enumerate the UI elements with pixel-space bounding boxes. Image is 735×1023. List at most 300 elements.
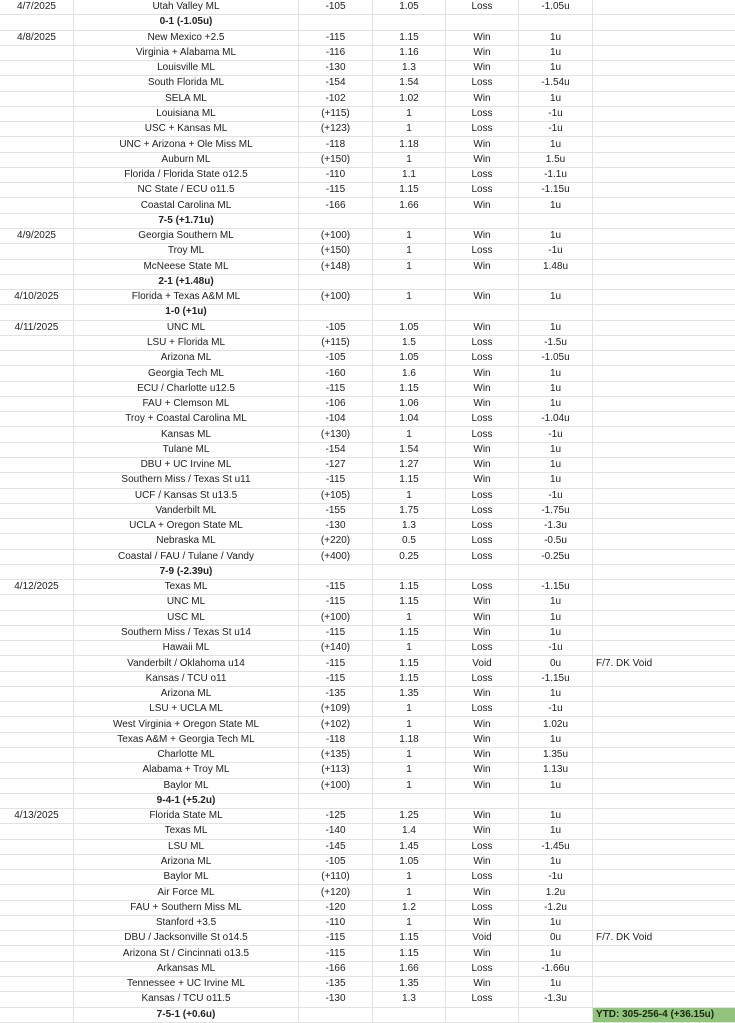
units-cell[interactable]: 1u [519, 809, 593, 823]
result-cell[interactable]: Win [446, 382, 519, 396]
date-cell[interactable] [0, 870, 74, 884]
odds-cell[interactable]: -127 [299, 458, 373, 472]
odds-cell[interactable]: (+115) [299, 107, 373, 121]
risk-cell[interactable]: 1.4 [373, 824, 446, 838]
note-cell[interactable] [593, 809, 735, 823]
risk-cell[interactable]: 1.02 [373, 92, 446, 106]
odds-cell[interactable] [299, 15, 373, 29]
odds-cell[interactable]: -115 [299, 672, 373, 686]
result-cell[interactable]: Win [446, 473, 519, 487]
units-cell[interactable] [519, 15, 593, 29]
note-cell[interactable] [593, 840, 735, 854]
risk-cell[interactable]: 0.25 [373, 550, 446, 564]
risk-cell[interactable]: 1.18 [373, 137, 446, 151]
result-cell[interactable]: Win [446, 229, 519, 243]
date-cell[interactable] [0, 565, 74, 579]
odds-cell[interactable]: -154 [299, 443, 373, 457]
units-cell[interactable]: 1u [519, 946, 593, 960]
note-cell[interactable] [593, 550, 735, 564]
risk-cell[interactable]: 1.25 [373, 809, 446, 823]
risk-cell[interactable] [373, 1008, 446, 1022]
date-cell[interactable] [0, 748, 74, 762]
risk-cell[interactable]: 1.15 [373, 595, 446, 609]
odds-cell[interactable]: -115 [299, 473, 373, 487]
odds-cell[interactable]: (+135) [299, 748, 373, 762]
bet-cell[interactable]: Tennessee + UC Irvine ML [74, 977, 299, 991]
note-cell[interactable] [593, 229, 735, 243]
ytd-total-cell[interactable]: YTD: 305-256-4 (+36.15u) [593, 1008, 735, 1022]
date-cell[interactable] [0, 901, 74, 915]
result-cell[interactable]: Win [446, 46, 519, 60]
result-cell[interactable] [446, 275, 519, 289]
risk-cell[interactable]: 1.5 [373, 336, 446, 350]
risk-cell[interactable]: 1.66 [373, 962, 446, 976]
record-summary-cell[interactable]: 2-1 (+1.48u) [74, 275, 299, 289]
units-cell[interactable]: -1u [519, 489, 593, 503]
bet-cell[interactable]: South Florida ML [74, 76, 299, 90]
note-cell[interactable] [593, 672, 735, 686]
odds-cell[interactable]: -115 [299, 931, 373, 945]
result-cell[interactable]: Win [446, 748, 519, 762]
units-cell[interactable]: 1u [519, 31, 593, 45]
bet-cell[interactable]: USC + Kansas ML [74, 122, 299, 136]
result-cell[interactable]: Void [446, 931, 519, 945]
bet-cell[interactable]: Tulane ML [74, 443, 299, 457]
note-cell[interactable] [593, 76, 735, 90]
bet-cell[interactable]: ECU / Charlotte u12.5 [74, 382, 299, 396]
odds-cell[interactable]: -115 [299, 595, 373, 609]
risk-cell[interactable]: 1 [373, 916, 446, 930]
note-cell[interactable] [593, 763, 735, 777]
bet-cell[interactable]: Texas ML [74, 580, 299, 594]
bet-cell[interactable]: Kansas / TCU o11.5 [74, 992, 299, 1006]
risk-cell[interactable]: 1 [373, 489, 446, 503]
risk-cell[interactable]: 1.16 [373, 46, 446, 60]
units-cell[interactable]: -1.3u [519, 992, 593, 1006]
note-cell[interactable] [593, 290, 735, 304]
date-cell[interactable] [0, 611, 74, 625]
units-cell[interactable]: -1u [519, 641, 593, 655]
units-cell[interactable] [519, 275, 593, 289]
bet-cell[interactable]: Texas ML [74, 824, 299, 838]
date-cell[interactable] [0, 916, 74, 930]
risk-cell[interactable]: 1.35 [373, 687, 446, 701]
bet-cell[interactable]: USC ML [74, 611, 299, 625]
risk-cell[interactable]: 1.54 [373, 76, 446, 90]
note-cell[interactable] [593, 962, 735, 976]
result-cell[interactable]: Loss [446, 534, 519, 548]
bet-cell[interactable]: Arizona ML [74, 855, 299, 869]
units-cell[interactable]: 1u [519, 397, 593, 411]
odds-cell[interactable]: -130 [299, 61, 373, 75]
odds-cell[interactable]: -154 [299, 76, 373, 90]
units-cell[interactable]: 1u [519, 92, 593, 106]
bet-cell[interactable]: Air Force ML [74, 885, 299, 899]
odds-cell[interactable]: (+150) [299, 153, 373, 167]
date-cell[interactable] [0, 794, 74, 808]
note-cell[interactable] [593, 916, 735, 930]
date-cell[interactable] [0, 305, 74, 319]
odds-cell[interactable]: -105 [299, 321, 373, 335]
bet-cell[interactable]: Arkansas ML [74, 962, 299, 976]
result-cell[interactable]: Loss [446, 580, 519, 594]
units-cell[interactable]: 1u [519, 687, 593, 701]
risk-cell[interactable]: 1.18 [373, 733, 446, 747]
date-cell[interactable] [0, 885, 74, 899]
note-cell[interactable] [593, 824, 735, 838]
date-cell[interactable] [0, 61, 74, 75]
risk-cell[interactable]: 1.15 [373, 946, 446, 960]
date-cell[interactable] [0, 458, 74, 472]
risk-cell[interactable]: 1.3 [373, 992, 446, 1006]
risk-cell[interactable]: 1 [373, 107, 446, 121]
risk-cell[interactable]: 1.35 [373, 977, 446, 991]
odds-cell[interactable]: (+110) [299, 870, 373, 884]
note-cell[interactable] [593, 275, 735, 289]
risk-cell[interactable]: 1.2 [373, 901, 446, 915]
bet-cell[interactable]: Florida / Florida State o12.5 [74, 168, 299, 182]
date-cell[interactable] [0, 351, 74, 365]
units-cell[interactable]: 1u [519, 824, 593, 838]
note-cell[interactable] [593, 46, 735, 60]
note-cell[interactable] [593, 183, 735, 197]
note-cell[interactable] [593, 992, 735, 1006]
date-cell[interactable] [0, 198, 74, 212]
note-cell[interactable] [593, 15, 735, 29]
odds-cell[interactable]: -155 [299, 504, 373, 518]
note-cell[interactable] [593, 702, 735, 716]
note-cell[interactable] [593, 397, 735, 411]
note-cell[interactable] [593, 351, 735, 365]
note-cell[interactable] [593, 733, 735, 747]
units-cell[interactable]: 1u [519, 137, 593, 151]
units-cell[interactable]: -1u [519, 702, 593, 716]
risk-cell[interactable]: 1 [373, 885, 446, 899]
odds-cell[interactable]: (+109) [299, 702, 373, 716]
units-cell[interactable]: 1.35u [519, 748, 593, 762]
odds-cell[interactable]: -118 [299, 733, 373, 747]
result-cell[interactable]: Loss [446, 427, 519, 441]
bet-cell[interactable]: Georgia Tech ML [74, 366, 299, 380]
risk-cell[interactable]: 1.15 [373, 31, 446, 45]
bet-cell[interactable]: Alabama + Troy ML [74, 763, 299, 777]
bet-cell[interactable]: Louisiana ML [74, 107, 299, 121]
note-cell[interactable] [593, 336, 735, 350]
date-cell[interactable] [0, 107, 74, 121]
units-cell[interactable] [519, 214, 593, 228]
risk-cell[interactable]: 1.06 [373, 397, 446, 411]
result-cell[interactable] [446, 565, 519, 579]
risk-cell[interactable]: 1 [373, 611, 446, 625]
result-cell[interactable] [446, 15, 519, 29]
bet-cell[interactable]: UNC + Arizona + Ole Miss ML [74, 137, 299, 151]
bet-cell[interactable]: Arizona ML [74, 687, 299, 701]
result-cell[interactable]: Loss [446, 76, 519, 90]
date-cell[interactable] [0, 214, 74, 228]
note-cell[interactable] [593, 321, 735, 335]
odds-cell[interactable]: (+220) [299, 534, 373, 548]
risk-cell[interactable]: 1.75 [373, 504, 446, 518]
note-cell[interactable] [593, 168, 735, 182]
bet-cell[interactable]: Florida State ML [74, 809, 299, 823]
date-cell[interactable] [0, 656, 74, 670]
note-cell[interactable] [593, 458, 735, 472]
bet-cell[interactable]: Hawaii ML [74, 641, 299, 655]
note-cell[interactable] [593, 977, 735, 991]
odds-cell[interactable]: -115 [299, 580, 373, 594]
units-cell[interactable]: -1.04u [519, 412, 593, 426]
risk-cell[interactable]: 1.05 [373, 321, 446, 335]
units-cell[interactable]: 1u [519, 458, 593, 472]
date-cell[interactable] [0, 15, 74, 29]
result-cell[interactable]: Loss [446, 519, 519, 533]
units-cell[interactable]: -1u [519, 427, 593, 441]
risk-cell[interactable]: 1.45 [373, 840, 446, 854]
units-cell[interactable]: -0.5u [519, 534, 593, 548]
risk-cell[interactable]: 1 [373, 427, 446, 441]
date-cell[interactable] [0, 672, 74, 686]
note-cell[interactable] [593, 107, 735, 121]
units-cell[interactable]: 1u [519, 382, 593, 396]
date-cell[interactable] [0, 962, 74, 976]
odds-cell[interactable]: (+105) [299, 489, 373, 503]
result-cell[interactable]: Loss [446, 962, 519, 976]
note-cell[interactable] [593, 870, 735, 884]
risk-cell[interactable]: 1.15 [373, 473, 446, 487]
result-cell[interactable]: Loss [446, 0, 519, 14]
result-cell[interactable]: Win [446, 763, 519, 777]
date-cell[interactable] [0, 992, 74, 1006]
odds-cell[interactable]: -110 [299, 916, 373, 930]
result-cell[interactable]: Win [446, 260, 519, 274]
units-cell[interactable]: -1u [519, 107, 593, 121]
note-cell[interactable] [593, 31, 735, 45]
odds-cell[interactable]: -105 [299, 351, 373, 365]
bet-cell[interactable]: Texas A&M + Georgia Tech ML [74, 733, 299, 747]
odds-cell[interactable]: (+102) [299, 717, 373, 731]
units-cell[interactable]: -1.3u [519, 519, 593, 533]
date-cell[interactable] [0, 489, 74, 503]
odds-cell[interactable]: (+123) [299, 122, 373, 136]
bet-cell[interactable]: Auburn ML [74, 153, 299, 167]
date-cell[interactable] [0, 397, 74, 411]
odds-cell[interactable]: -110 [299, 168, 373, 182]
risk-cell[interactable]: 1 [373, 748, 446, 762]
units-cell[interactable]: 1u [519, 733, 593, 747]
result-cell[interactable]: Loss [446, 122, 519, 136]
result-cell[interactable]: Win [446, 687, 519, 701]
units-cell[interactable]: 1u [519, 626, 593, 640]
date-cell[interactable] [0, 626, 74, 640]
date-cell[interactable] [0, 382, 74, 396]
note-cell[interactable] [593, 427, 735, 441]
bet-cell[interactable]: FAU + Southern Miss ML [74, 901, 299, 915]
result-cell[interactable]: Win [446, 977, 519, 991]
result-cell[interactable]: Win [446, 153, 519, 167]
units-cell[interactable] [519, 565, 593, 579]
result-cell[interactable]: Win [446, 321, 519, 335]
date-cell[interactable] [0, 855, 74, 869]
date-cell[interactable] [0, 336, 74, 350]
note-cell[interactable]: F/7. DK Void [596, 657, 653, 669]
risk-cell[interactable]: 1.6 [373, 366, 446, 380]
units-cell[interactable]: -1.1u [519, 168, 593, 182]
units-cell[interactable]: 1u [519, 611, 593, 625]
bet-cell[interactable]: West Virginia + Oregon State ML [74, 717, 299, 731]
units-cell[interactable]: 1u [519, 595, 593, 609]
result-cell[interactable]: Win [446, 290, 519, 304]
units-cell[interactable] [519, 305, 593, 319]
bet-cell[interactable]: DBU + UC Irvine ML [74, 458, 299, 472]
note-cell[interactable] [593, 198, 735, 212]
bet-cell[interactable]: LSU ML [74, 840, 299, 854]
units-cell[interactable] [519, 1008, 593, 1022]
odds-cell[interactable]: (+150) [299, 244, 373, 258]
odds-cell[interactable]: -130 [299, 992, 373, 1006]
note-cell[interactable] [593, 489, 735, 503]
units-cell[interactable]: -1.15u [519, 183, 593, 197]
risk-cell[interactable]: 1.15 [373, 183, 446, 197]
note-cell[interactable] [593, 595, 735, 609]
note-cell[interactable] [593, 855, 735, 869]
odds-cell[interactable]: -118 [299, 137, 373, 151]
record-summary-cell[interactable]: 7-5-1 (+0.6u) [74, 1008, 299, 1022]
risk-cell[interactable]: 1.54 [373, 443, 446, 457]
risk-cell[interactable]: 1 [373, 870, 446, 884]
risk-cell[interactable]: 1.3 [373, 519, 446, 533]
note-cell[interactable] [593, 244, 735, 258]
record-summary-cell[interactable]: 0-1 (-1.05u) [74, 15, 299, 29]
risk-cell[interactable] [373, 794, 446, 808]
date-cell[interactable] [0, 824, 74, 838]
bet-cell[interactable]: UCF / Kansas St u13.5 [74, 489, 299, 503]
units-cell[interactable]: 1u [519, 779, 593, 793]
risk-cell[interactable]: 1.15 [373, 656, 446, 670]
bet-cell[interactable]: Arizona St / Cincinnati o13.5 [74, 946, 299, 960]
risk-cell[interactable]: 1.66 [373, 198, 446, 212]
units-cell[interactable]: 1u [519, 321, 593, 335]
bet-cell[interactable]: UNC ML [74, 595, 299, 609]
result-cell[interactable]: Win [446, 855, 519, 869]
bet-cell[interactable]: UCLA + Oregon State ML [74, 519, 299, 533]
risk-cell[interactable]: 1 [373, 153, 446, 167]
units-cell[interactable]: 1.13u [519, 763, 593, 777]
odds-cell[interactable]: -115 [299, 382, 373, 396]
note-cell[interactable] [593, 92, 735, 106]
odds-cell[interactable]: (+100) [299, 779, 373, 793]
units-cell[interactable]: -1.05u [519, 0, 593, 14]
risk-cell[interactable]: 1.15 [373, 626, 446, 640]
units-cell[interactable]: 1u [519, 473, 593, 487]
units-cell[interactable] [519, 794, 593, 808]
odds-cell[interactable]: -130 [299, 519, 373, 533]
odds-cell[interactable]: -140 [299, 824, 373, 838]
bet-cell[interactable]: Kansas / TCU o11 [74, 672, 299, 686]
bet-cell[interactable]: Coastal Carolina ML [74, 198, 299, 212]
odds-cell[interactable]: -160 [299, 366, 373, 380]
date-cell[interactable] [0, 168, 74, 182]
date-cell[interactable] [0, 137, 74, 151]
result-cell[interactable]: Loss [446, 351, 519, 365]
risk-cell[interactable]: 1 [373, 244, 446, 258]
note-cell[interactable] [593, 611, 735, 625]
note-cell[interactable] [593, 61, 735, 75]
result-cell[interactable]: Win [446, 916, 519, 930]
note-cell[interactable] [593, 779, 735, 793]
result-cell[interactable]: Loss [446, 992, 519, 1006]
risk-cell[interactable]: 1 [373, 702, 446, 716]
odds-cell[interactable]: -135 [299, 687, 373, 701]
units-cell[interactable]: 0u [519, 656, 593, 670]
risk-cell[interactable]: 1 [373, 260, 446, 274]
result-cell[interactable] [446, 1008, 519, 1022]
risk-cell[interactable]: 1.15 [373, 931, 446, 945]
date-cell[interactable]: 4/10/2025 [0, 290, 74, 304]
bet-cell[interactable]: SELA ML [74, 92, 299, 106]
bet-cell[interactable]: Louisville ML [74, 61, 299, 75]
note-cell[interactable] [593, 305, 735, 319]
bet-cell[interactable]: Arizona ML [74, 351, 299, 365]
units-cell[interactable]: 1.2u [519, 885, 593, 899]
units-cell[interactable]: 1u [519, 855, 593, 869]
note-cell[interactable] [593, 504, 735, 518]
record-summary-cell[interactable]: 7-5 (+1.71u) [74, 214, 299, 228]
units-cell[interactable]: -1.5u [519, 336, 593, 350]
risk-cell[interactable]: 1.05 [373, 855, 446, 869]
date-cell[interactable] [0, 412, 74, 426]
date-cell[interactable] [0, 763, 74, 777]
odds-cell[interactable]: -115 [299, 31, 373, 45]
result-cell[interactable]: Loss [446, 870, 519, 884]
units-cell[interactable]: 1.48u [519, 260, 593, 274]
note-cell[interactable] [593, 885, 735, 899]
units-cell[interactable]: -1.2u [519, 901, 593, 915]
odds-cell[interactable]: -115 [299, 183, 373, 197]
units-cell[interactable]: -1.75u [519, 504, 593, 518]
date-cell[interactable]: 4/12/2025 [0, 580, 74, 594]
result-cell[interactable]: Loss [446, 183, 519, 197]
result-cell[interactable]: Win [446, 626, 519, 640]
result-cell[interactable]: Win [446, 137, 519, 151]
note-cell[interactable] [593, 214, 735, 228]
result-cell[interactable]: Win [446, 595, 519, 609]
odds-cell[interactable] [299, 305, 373, 319]
units-cell[interactable]: 1u [519, 443, 593, 457]
result-cell[interactable]: Win [446, 885, 519, 899]
risk-cell[interactable]: 1 [373, 763, 446, 777]
note-cell[interactable] [593, 0, 735, 14]
note-cell[interactable] [593, 687, 735, 701]
bet-cell[interactable]: Charlotte ML [74, 748, 299, 762]
result-cell[interactable]: Win [446, 946, 519, 960]
odds-cell[interactable] [299, 214, 373, 228]
note-cell[interactable] [593, 534, 735, 548]
date-cell[interactable] [0, 733, 74, 747]
result-cell[interactable]: Loss [446, 107, 519, 121]
odds-cell[interactable] [299, 565, 373, 579]
date-cell[interactable]: 4/9/2025 [0, 229, 74, 243]
date-cell[interactable] [0, 46, 74, 60]
result-cell[interactable]: Win [446, 458, 519, 472]
units-cell[interactable]: 1.5u [519, 153, 593, 167]
odds-cell[interactable]: -102 [299, 92, 373, 106]
risk-cell[interactable]: 1 [373, 641, 446, 655]
date-cell[interactable] [0, 595, 74, 609]
bet-cell[interactable]: Baylor ML [74, 870, 299, 884]
odds-cell[interactable]: -166 [299, 962, 373, 976]
risk-cell[interactable]: 0.5 [373, 534, 446, 548]
note-cell[interactable] [593, 412, 735, 426]
